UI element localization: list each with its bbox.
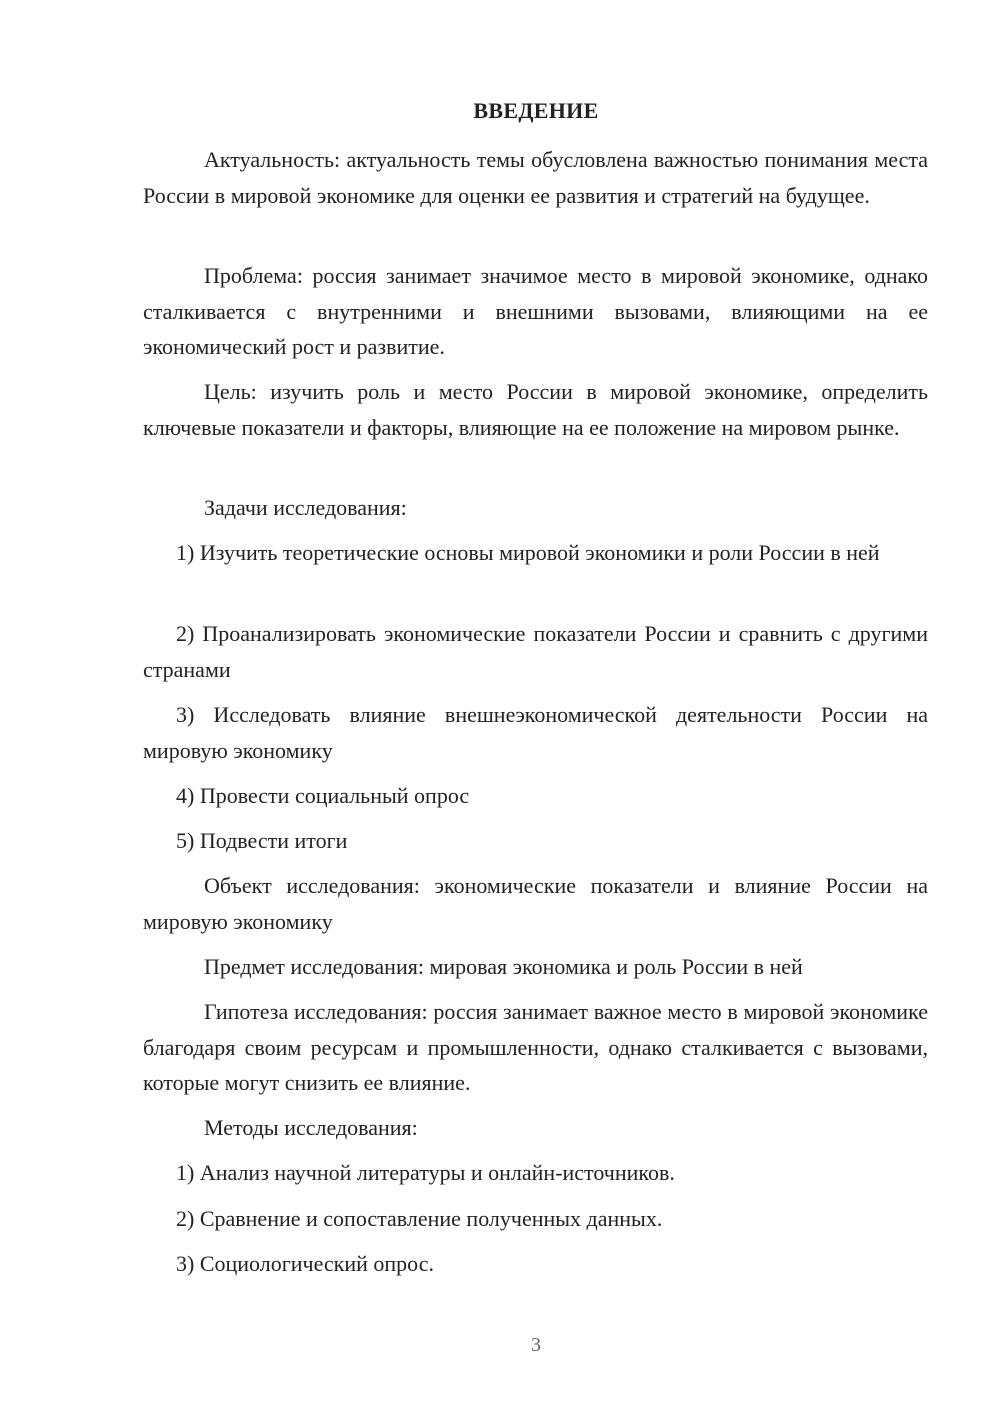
method-item-1: 1) Анализ научной литературы и онлайн-источников. [176,1160,675,1185]
goal-paragraph: Цель: изучить роль и место России в мировой экономике, определить ключевые показатели и факторы, влияющие на ее положение на мировом рынке. [143,379,928,440]
task-item-2: 2) Проанализировать экономические показатели России и сравнить с другими странами [143,621,928,682]
method-item-2: 2) Сравнение и сопоставление полученных данных. [176,1206,663,1231]
problem-paragraph: Проблема: россия занимает значимое место в мировой экономике, однако сталкивается с внутренними и внешними вызовами, влияющими на ее экономический рост и развитие. [143,263,928,359]
relevance-paragraph: Актуальность: актуальность темы обусловлена важностью понимания места России в мировой экономике для оценки ее развития и стратегий на будущее. [143,147,928,208]
task-item-1: 1) Изучить теоретические основы мировой экономики и роли России в ней [176,540,880,565]
methods-heading: Методы исследования: [204,1115,418,1140]
task-item-5: 5) Подвести итоги [176,828,348,853]
method-item-3: 3) Социологический опрос. [176,1251,434,1276]
page-title: ВВЕДЕНИЕ [473,98,599,123]
page-number: 3 [531,1334,541,1356]
subject-paragraph: Предмет исследования: мировая экономика и роль России в ней [204,954,803,979]
object-paragraph: Объект исследования: экономические показатели и влияние России на мировую экономику [143,873,928,934]
task-item-4: 4) Провести социальный опрос [176,783,470,808]
tasks-heading: Задачи исследования: [204,495,407,520]
hypothesis-paragraph: Гипотеза исследования: россия занимает важное место в мировой экономике благодаря своим ресурсам и промышленности, однако сталкивается с вызовами, которые могут снизить ее влияние. [143,999,928,1095]
task-item-3: 3) Исследовать влияние внешнеэкономической деятельности России на мировую экономику [143,702,928,763]
